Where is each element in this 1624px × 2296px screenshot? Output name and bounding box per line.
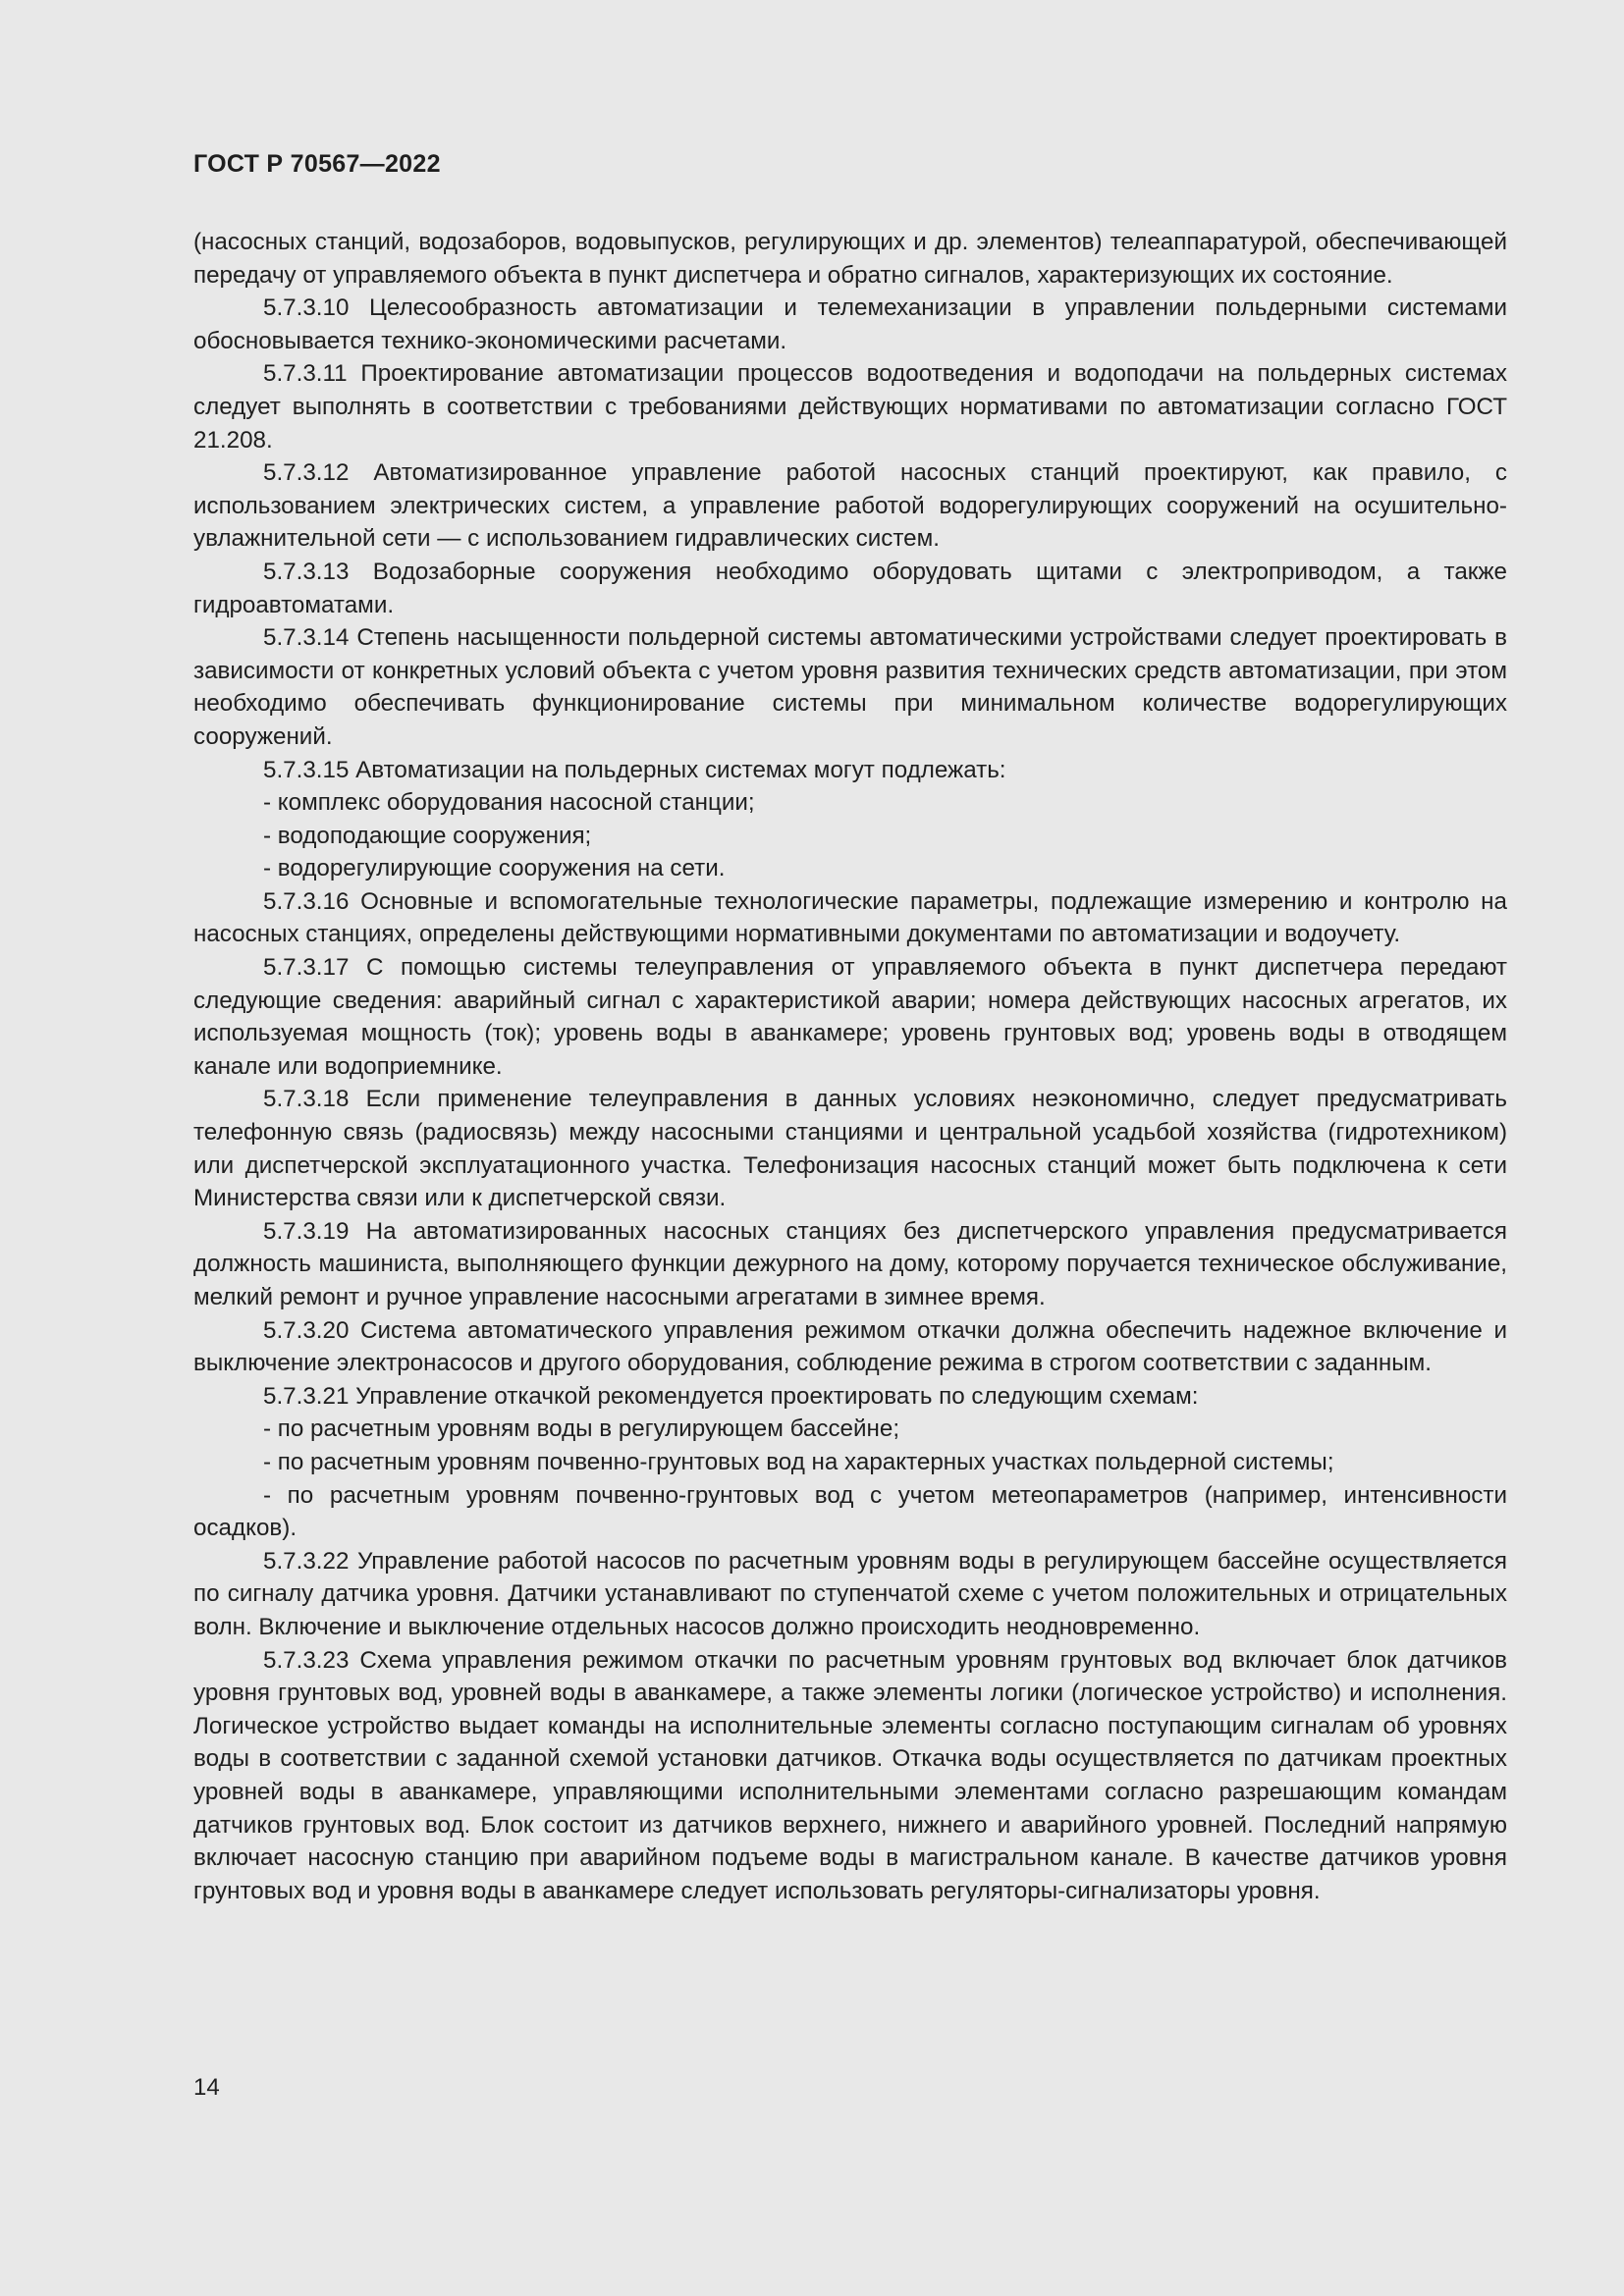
list-item: - по расчетным уровням почвенно-грунтовых вод на характерных участках польдерной системы; <box>263 1448 1334 1475</box>
paragraph-5-7-3-20: 5.7.3.20 Система автоматического управления режимом откачки должна обеспечить надежное включение и выключение электронасосов и другого оборудования, соблюдение режима в строгом соответствии с заданным. <box>193 1316 1507 1377</box>
paragraph-5-7-3-10: 5.7.3.10 Целесообразность автоматизации и телемеханизации в управлении польдерными системами обосновывается технико-экономическими расчетами. <box>193 294 1507 354</box>
paragraph-5-7-3-14: 5.7.3.14 Степень насыщенности польдерной системы автоматическими устройствами следует проектировать в зависимости от конкретных условий объекта с учетом уровня развития технических средств автоматизации, при этом необходимо обеспечивать функционирование системы при минимальном количестве водорегулирующих сооружений. <box>193 624 1507 750</box>
paragraph-5-7-3-21: 5.7.3.21 Управление откачкой рекомендуется проектировать по следующим схемам: <box>263 1382 1199 1410</box>
paragraph-5-7-3-18: 5.7.3.18 Если применение телеуправления в данных условиях неэкономично, следует предусматривать телефонную связь (радиосвязь) между насосными станциями и центральной усадьбой хозяйства (гидротехником) или диспетчерской эксплуатационного участка. Телефонизация насосных станций может быть подключена к сети Министерства связи или к диспетчерской связи. <box>193 1086 1507 1212</box>
paragraph-5-7-3-13: 5.7.3.13 Водозаборные сооружения необходимо оборудовать щитами с электроприводом, а также гидроавтоматами. <box>193 558 1507 618</box>
document-body <box>193 226 1507 1907</box>
paragraph-5-7-3-19: 5.7.3.19 На автоматизированных насосных станциях без диспетчерского управления предусматривается должность машиниста, выполняющего функции дежурного на дому, которому поручается техническое обслуживание, мелкий ремонт и ручное управление насосными агрегатами в зимнее время. <box>193 1217 1507 1310</box>
paragraph-5-7-3-11: 5.7.3.11 Проектирование автоматизации процессов водоотведения и водоподачи на польдерных системах следует выполнять в соответствии с требованиями действующих нормативами по автоматизации согласно ГОСТ 21.208. <box>193 360 1507 454</box>
list-item: - водоподающие сооружения; <box>263 822 592 849</box>
paragraph-continuation: (насосных станций, водозаборов, водовыпусков, регулирующих и др. элементов) телеаппаратурой, обеспечивающей передачу от управляемого объекта в пункт диспетчера и обратно сигналов, характеризующих их состояние. <box>193 229 1507 289</box>
list-item: - по расчетным уровням воды в регулирующем бассейне; <box>263 1415 900 1443</box>
paragraph-5-7-3-15: 5.7.3.15 Автоматизации на польдерных системах могут подлежать: <box>263 756 1006 783</box>
paragraph-5-7-3-22: 5.7.3.22 Управление работой насосов по расчетным уровням воды в регулирующем бассейне осуществляется по сигналу датчика уровня. Датчики устанавливают по ступенчатой схеме с учетом положительных и отрицательных волн. Включение и выключение отдельных насосов должно происходить неодновременно. <box>193 1547 1507 1640</box>
paragraph-5-7-3-23: 5.7.3.23 Схема управления режимом откачки по расчетным уровням грунтовых вод включает блок датчиков уровня грунтовых вод, уровней воды в аванкамере, а также элементы логики (логическое устройство) и исполнения. Логическое устройство выдает команды на исполнительные элементы согласно поступающим сигналам об уровнях воды в соответствии с заданной схемой установки датчиков. Откачка воды осуществляется по датчикам проектных уровней воды в аванкамере, управляющими исполнительными элементами согласно разрешающим командам датчиков грунтовых вод. Блок состоит из датчиков верхнего, нижнего и аварийного уровней. Последний напрямую включает насосную станцию при аварийном подъеме воды в магистральном канале. В качестве датчиков уровня грунтовых вод и уровня воды в аванкамере следует использовать регуляторы-сигнализаторы уровня. <box>193 1646 1507 1904</box>
list-item: - по расчетным уровням почвенно-грунтовых вод с учетом метеопараметров (например, интенсивности осадков). <box>193 1481 1507 1542</box>
list-item: - комплекс оборудования насосной станции; <box>263 789 755 817</box>
list-item: - водорегулирующие сооружения на сети. <box>263 855 726 882</box>
paragraph-5-7-3-17: 5.7.3.17 С помощью системы телеуправления от управляемого объекта в пункт диспетчера передают следующие сведения: аварийный сигнал с характеристикой аварии; номера действующих насосных агрегатов, их используемая мощность (ток); уровень воды в аванкамере; уровень грунтовых вод; уровень воды в отводящем канале или водоприемнике. <box>193 954 1507 1080</box>
paragraph-5-7-3-16: 5.7.3.16 Основные и вспомогательные технологические параметры, подлежащие измерению и контролю на насосных станциях, определены действующими нормативными документами по автоматизации и водоучету. <box>193 887 1507 948</box>
page-number: 14 <box>193 2074 220 2101</box>
document-header: ГОСТ Р 70567—2022 <box>193 150 441 178</box>
paragraph-5-7-3-12: 5.7.3.12 Автоматизированное управление работой насосных станций проектируют, как правило, с использованием электрических систем, а управление работой водорегулирующих сооружений на осушительно-увлажнительной сети — с использованием гидравлических систем. <box>193 459 1507 553</box>
